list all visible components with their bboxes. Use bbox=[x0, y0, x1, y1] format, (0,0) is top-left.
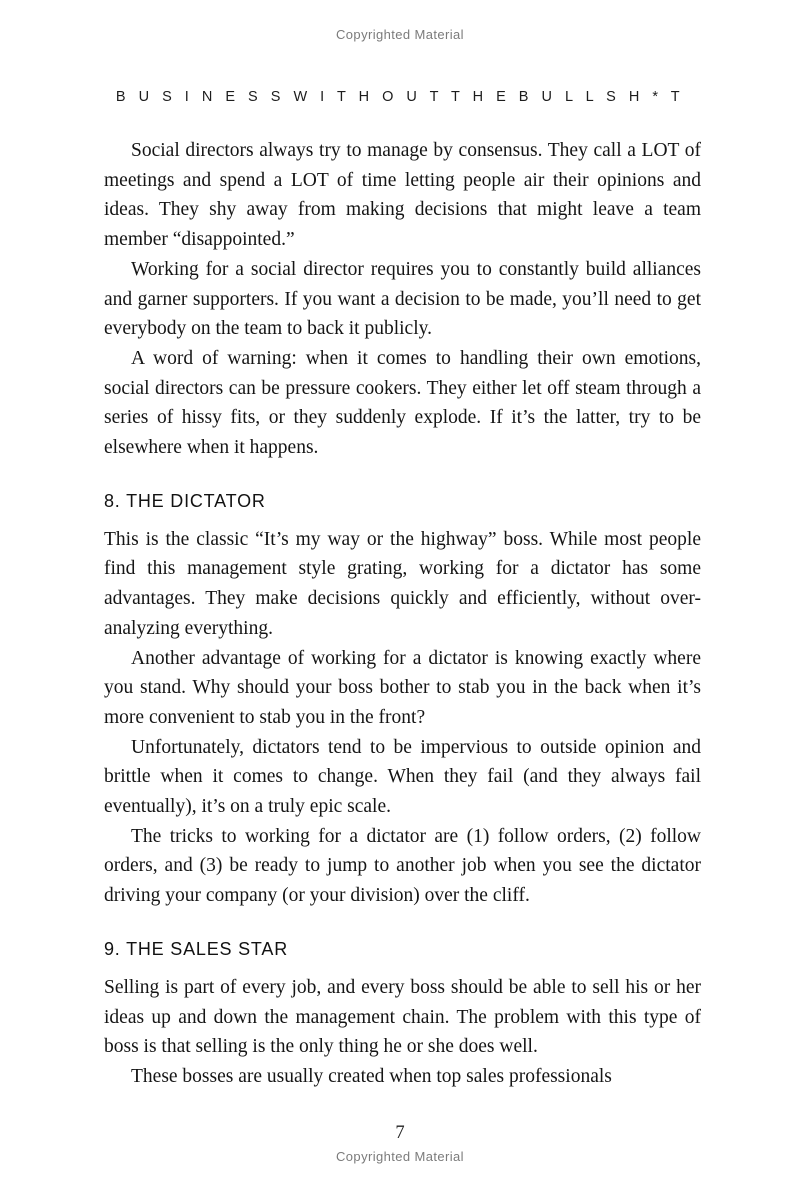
copyright-notice-top: Copyrighted Material bbox=[336, 27, 464, 42]
paragraph-dictator-intro: This is the classic “It’s my way or the highway” boss. While most people find this management style grating, working for a dictator has some advantages. They make decisions quickly and efficiently, without over-analyzing everything. bbox=[104, 528, 701, 639]
paragraph-dictator-downside: Unfortunately, dictators tend to be impervious to outside opinion and brittle when it comes to change. When they fail (and they always fail eventually), it’s on a truly epic scale. bbox=[104, 736, 701, 818]
paragraph-dictator-advantage: Another advantage of working for a dictator is knowing exactly where you stand. Why should your boss bother to stab you in the back when it’s more convenient to stab you in the front? bbox=[104, 647, 701, 728]
paragraph-working-for-social-director: Working for a social director requires you to constantly build alliances and garner supporters. If you want a decision to be made, you’ll need to get everybody on the team to back it publicly. bbox=[104, 258, 701, 340]
section-heading-the-sales-star: 9. THE SALES STAR bbox=[104, 938, 288, 959]
running-header: B U S I N E S S W I T H O U T T H E B U L L S H * T bbox=[115, 89, 685, 105]
section-heading-the-dictator: 8. THE DICTATOR bbox=[104, 490, 266, 511]
paragraph-sales-star-intro: Selling is part of every job, and every boss should be able to sell his or her ideas up and down the management chain. The problem with this type of boss is that selling is the only thing he or she does well. bbox=[104, 976, 701, 1058]
paragraph-dictator-tricks: The tricks to working for a dictator are (1) follow orders, (2) follow orders, and (3) be ready to jump to another job when you see the dictator driving your company (or your division) over the cliff. bbox=[104, 825, 701, 907]
paragraph-social-directors-consensus: Social directors always try to manage by consensus. They call a LOT of meetings and spend a LOT of time letting people air their opinions and ideas. They shy away from making decisions that might leave a team member “disappointed.” bbox=[104, 140, 701, 251]
page-content bbox=[104, 136, 701, 1092]
paragraph-word-of-warning: A word of warning: when it comes to handling their own emotions, social directors can be pressure cookers. They either let off steam through a series of hissy fits, or they suddenly explode. If it’s the latter, try to be elsewhere when it happens. bbox=[104, 347, 701, 459]
page-number: 7 bbox=[395, 1123, 405, 1143]
paragraph-sales-star-continued: These bosses are usually created when top sales professionals bbox=[131, 1065, 612, 1087]
copyright-notice-bottom: Copyrighted Material bbox=[336, 1149, 464, 1164]
